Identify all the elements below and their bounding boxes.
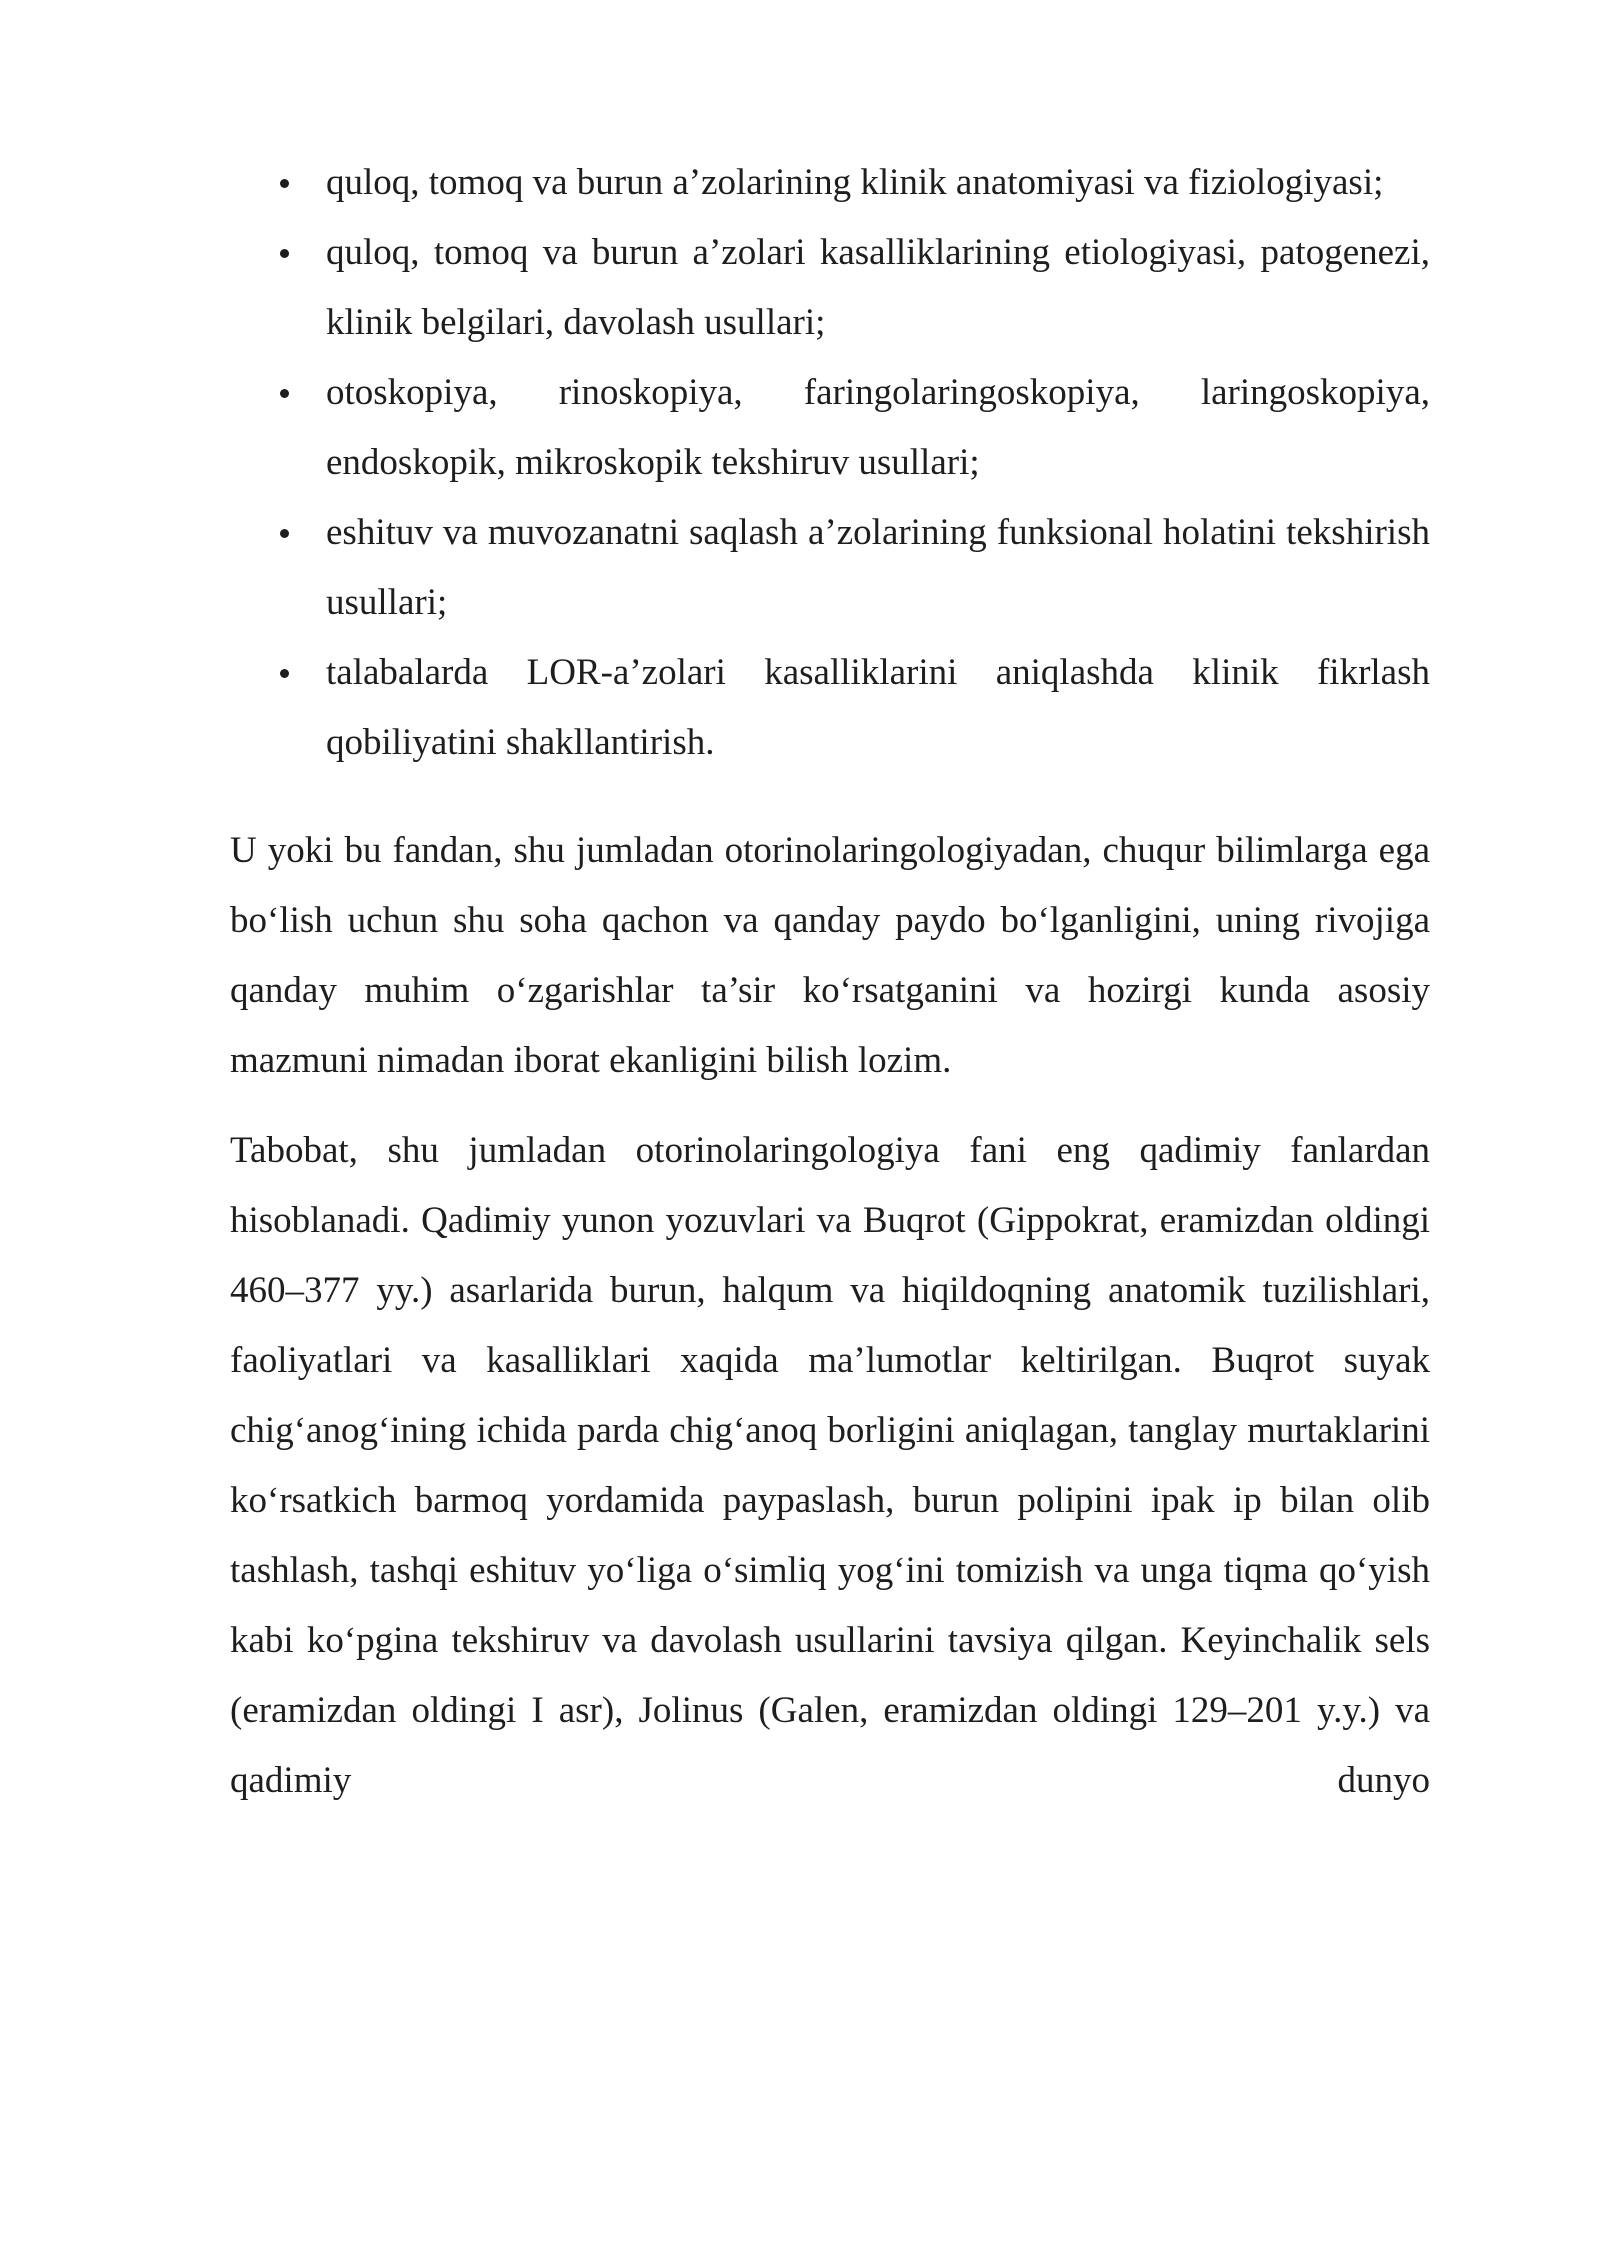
- body-paragraph: U yoki bu fandan, shu jumladan otorinolaringologiyadan, chuqur bilimlarga ega bo‘lish uchun shu soha qachon va qanday paydo bo‘lganligini, uning rivojiga qanday muhim o‘zgarishlar ta’sir ko‘rsatganini va hozirgi kunda asosiy mazmuni nimadan iborat ekanligini bilish lozim.: [230, 830, 1430, 1081]
- bullet-icon: [280, 249, 289, 258]
- body-paragraph: Tabobat, shu jumladan otorinolaringologiya fani eng qadimiy fanlardan hisoblanadi. Qadimiy yunon yozuvlari va Buqrot (Gippokrat, eramizdan oldingi 460–377 yy.) asarlarida burun, halqum va hiqildoqning anatomik tuzilishlari, faoliyatlari va kasalliklari xaqida ma’lumotlar keltirilgan. Buqrot suyak chig‘anog‘ining ichida parda chig‘anoq borligini aniqlagan, tanglay murtaklarini ko‘rsatkich barmoq yordamida paypaslash, burun polipini ipak ip bilan olib tashlash, tashqi eshituv yo‘liga o‘simliq yog‘ini tomizish va unga tiqma qo‘yish kabi ko‘pgina tekshiruv va davolash usullarini tavsiya qilgan. Keyinchalik sels (eramizdan oldingi I asr), Jolinus (Galen, eramizdan oldingi 129–201 y.y.) va qadimiy dunyo: [230, 1130, 1430, 1801]
- bullet-item: [230, 638, 1430, 778]
- bullet-item: [230, 498, 1430, 638]
- bullet-text: talabalarda LOR-a’zolari kasalliklarini aniqlashda klinik fikrlash qobiliyatini shakllantirish.: [326, 652, 1430, 763]
- bullet-item: [230, 148, 1430, 218]
- bullet-icon: [280, 179, 289, 188]
- bullet-text: otoskopiya, rinoskopiya, faringolaringoskopiya, laringoskopiya, endoskopik, mikroskopik tekshiruv usullari;: [326, 372, 1430, 483]
- bullet-icon: [280, 389, 289, 398]
- bullet-icon: [280, 669, 289, 678]
- bullet-text: eshituv va muvozanatni saqlash a’zolarining funksional holatini tekshirish usullari;: [326, 512, 1430, 623]
- bullet-text: quloq, tomoq va burun a’zolarining klinik anatomiyasi va fiziologiyasi;: [326, 162, 1384, 203]
- bullet-item: [230, 358, 1430, 498]
- bullet-list: [230, 148, 1430, 778]
- bullet-icon: [280, 529, 289, 538]
- bullet-text: quloq, tomoq va burun a’zolari kasalliklarining etiologiyasi, patogenezi, klinik belgilari, davolash usullari;: [326, 232, 1430, 343]
- bullet-item: [230, 218, 1430, 358]
- document-page: [230, 148, 1430, 1816]
